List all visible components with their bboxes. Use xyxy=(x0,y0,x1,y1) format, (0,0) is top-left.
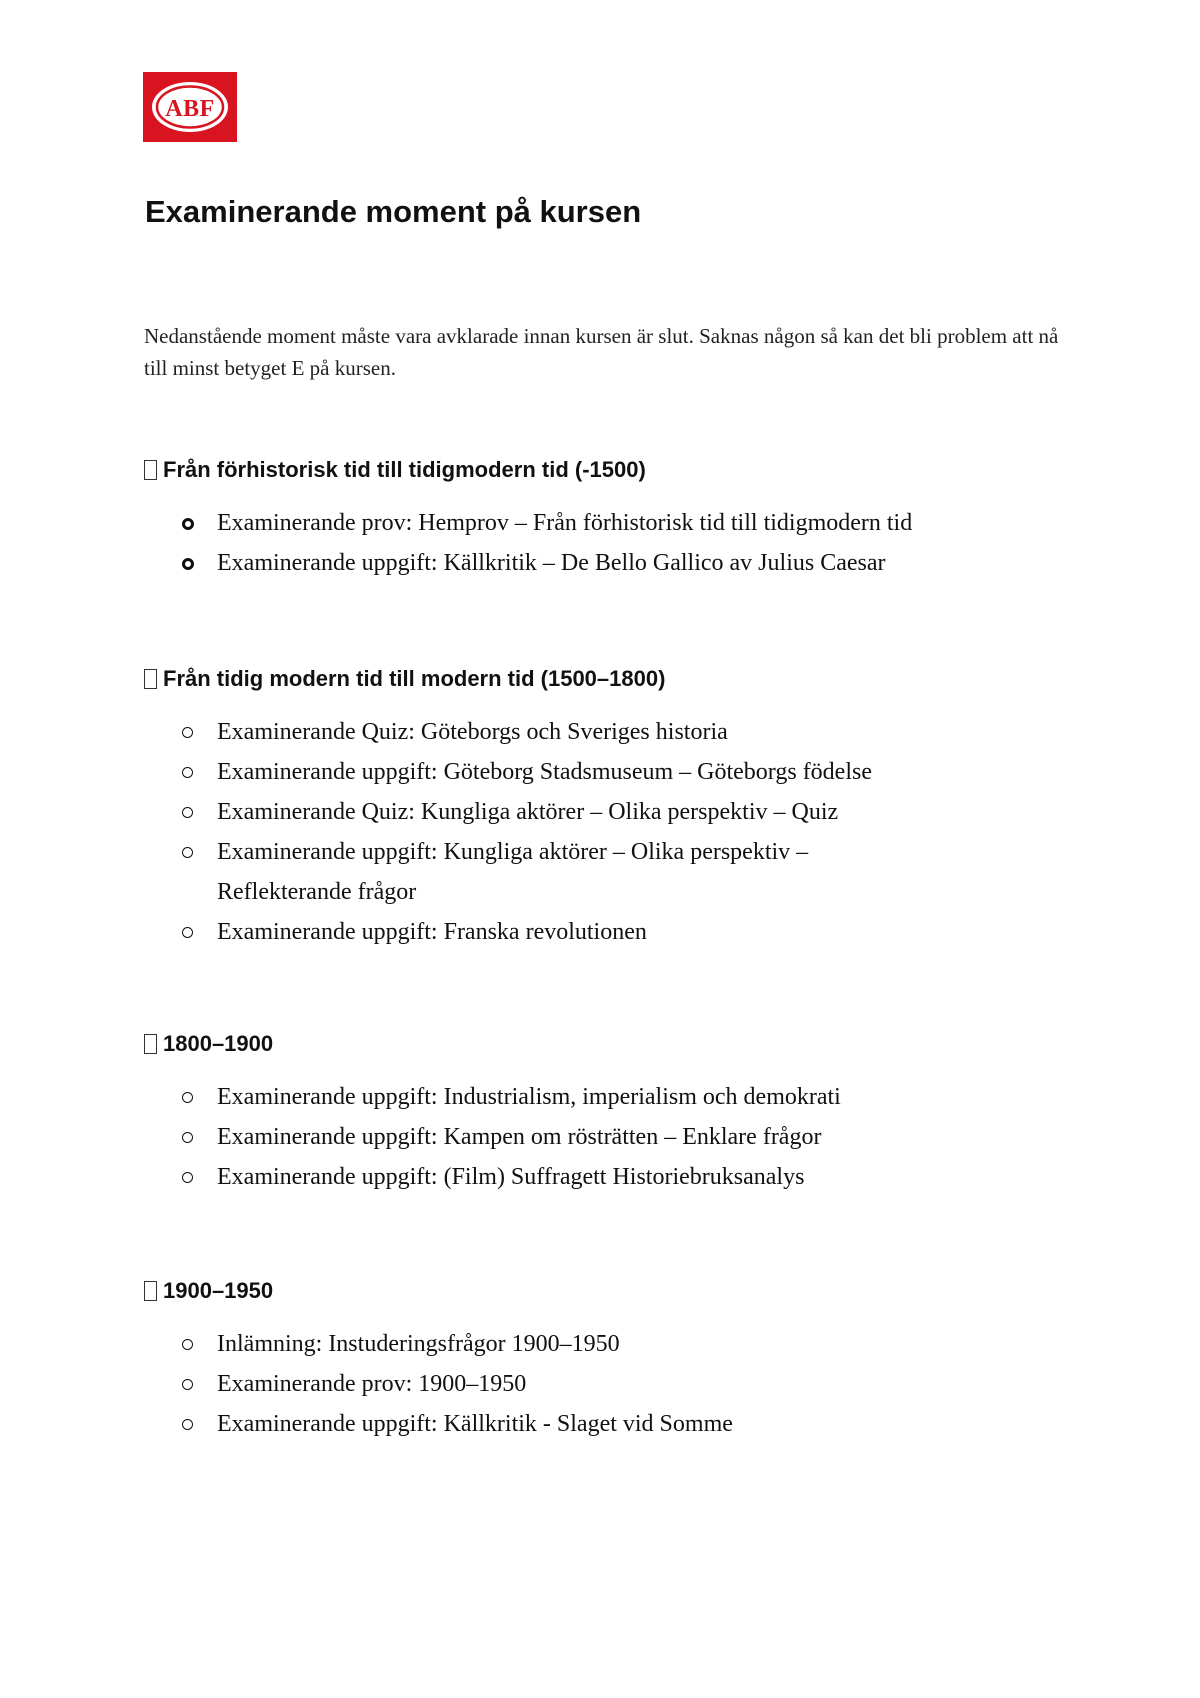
circle-bullet-icon xyxy=(182,1379,193,1390)
list-item-text: Examinerande Quiz: Göteborgs och Sveriges historia xyxy=(217,719,728,745)
item-list xyxy=(144,1324,1084,1444)
list-item xyxy=(144,832,937,912)
list-item-text: Examinerande uppgift: Kungliga aktörer – Olika perspektiv – Reflekterande frågor xyxy=(217,839,809,905)
checkbox-icon xyxy=(144,669,157,689)
logo-text: ABF xyxy=(165,96,215,122)
section-early-modern xyxy=(144,664,1084,952)
page-title: Examinerande moment på kursen xyxy=(145,194,642,229)
list-item xyxy=(144,1157,1084,1197)
circle-bullet-icon xyxy=(182,1132,193,1143)
list-item xyxy=(144,1077,1084,1117)
checkbox-icon xyxy=(144,460,157,480)
list-item-text: Examinerande uppgift: Göteborg Stadsmuseum – Göteborgs födelse xyxy=(217,759,872,785)
abf-logo-icon xyxy=(146,75,234,139)
list-item-text: Examinerande uppgift: (Film) Suffragett Historiebruksanalys xyxy=(217,1164,805,1190)
item-list xyxy=(144,712,1084,952)
list-item-text: Examinerande uppgift: Källkritik – De Bello Gallico av Julius Caesar xyxy=(217,550,886,576)
circle-bullet-icon xyxy=(182,1339,193,1350)
circle-bullet-icon xyxy=(182,767,193,778)
item-list xyxy=(144,1077,1084,1197)
list-item-text: Examinerande uppgift: Franska revolutionen xyxy=(217,919,647,945)
list-item-text: Examinerande prov: 1900–1950 xyxy=(217,1371,527,1397)
list-item xyxy=(144,543,1084,583)
abf-logo xyxy=(143,72,237,142)
section-1800-1900 xyxy=(144,1029,1084,1197)
circle-bullet-icon xyxy=(182,1419,193,1430)
section-heading xyxy=(144,455,1084,485)
circle-bullet-icon xyxy=(182,927,193,938)
list-item-text: Inlämning: Instuderingsfrågor 1900–1950 xyxy=(217,1331,620,1357)
circle-bullet-icon xyxy=(182,727,193,738)
circle-bullet-icon xyxy=(182,558,194,570)
section-heading-text: 1800–1900 xyxy=(163,1031,274,1056)
item-list xyxy=(144,503,1084,583)
list-item xyxy=(144,1364,1084,1404)
checkbox-icon xyxy=(144,1281,157,1301)
section-prehistoric xyxy=(144,455,1084,583)
list-item-text: Examinerande Quiz: Kungliga aktörer – Olika perspektiv – Quiz xyxy=(217,799,839,825)
section-1900-1950 xyxy=(144,1276,1084,1444)
section-heading-text: 1900–1950 xyxy=(163,1278,274,1303)
circle-bullet-icon xyxy=(182,1092,193,1103)
list-item xyxy=(144,792,1084,832)
circle-bullet-icon xyxy=(182,1172,193,1183)
checkbox-icon xyxy=(144,1034,157,1054)
list-item xyxy=(144,912,1084,952)
list-item xyxy=(144,1117,1084,1157)
section-heading xyxy=(144,664,1084,694)
circle-bullet-icon xyxy=(182,518,194,530)
list-item-text: Examinerande uppgift: Industrialism, imperialism och demokrati xyxy=(217,1084,841,1110)
intro-paragraph: Nedanstående moment måste vara avklarade innan kursen är slut. Saknas någon så kan det bli problem att nå till minst betyget E på kursen. xyxy=(144,324,1059,380)
section-heading xyxy=(144,1276,1084,1306)
section-heading xyxy=(144,1029,1084,1059)
list-item-text: Examinerande uppgift: Källkritik - Slaget vid Somme xyxy=(217,1411,733,1437)
circle-bullet-icon xyxy=(182,847,193,858)
circle-bullet-icon xyxy=(182,807,193,818)
list-item xyxy=(144,1324,1084,1364)
list-item xyxy=(144,503,1084,543)
list-item xyxy=(144,752,1084,792)
list-item xyxy=(144,712,1084,752)
section-heading-text: Från tidig modern tid till modern tid (1500–1800) xyxy=(163,666,666,691)
list-item xyxy=(144,1404,1084,1444)
section-heading-text: Från förhistorisk tid till tidigmodern tid (-1500) xyxy=(163,457,646,482)
list-item-text: Examinerande prov: Hemprov – Från förhistorisk tid till tidigmodern tid xyxy=(217,510,913,536)
list-item-text: Examinerande uppgift: Kampen om rösträtten – Enklare frågor xyxy=(217,1124,822,1150)
